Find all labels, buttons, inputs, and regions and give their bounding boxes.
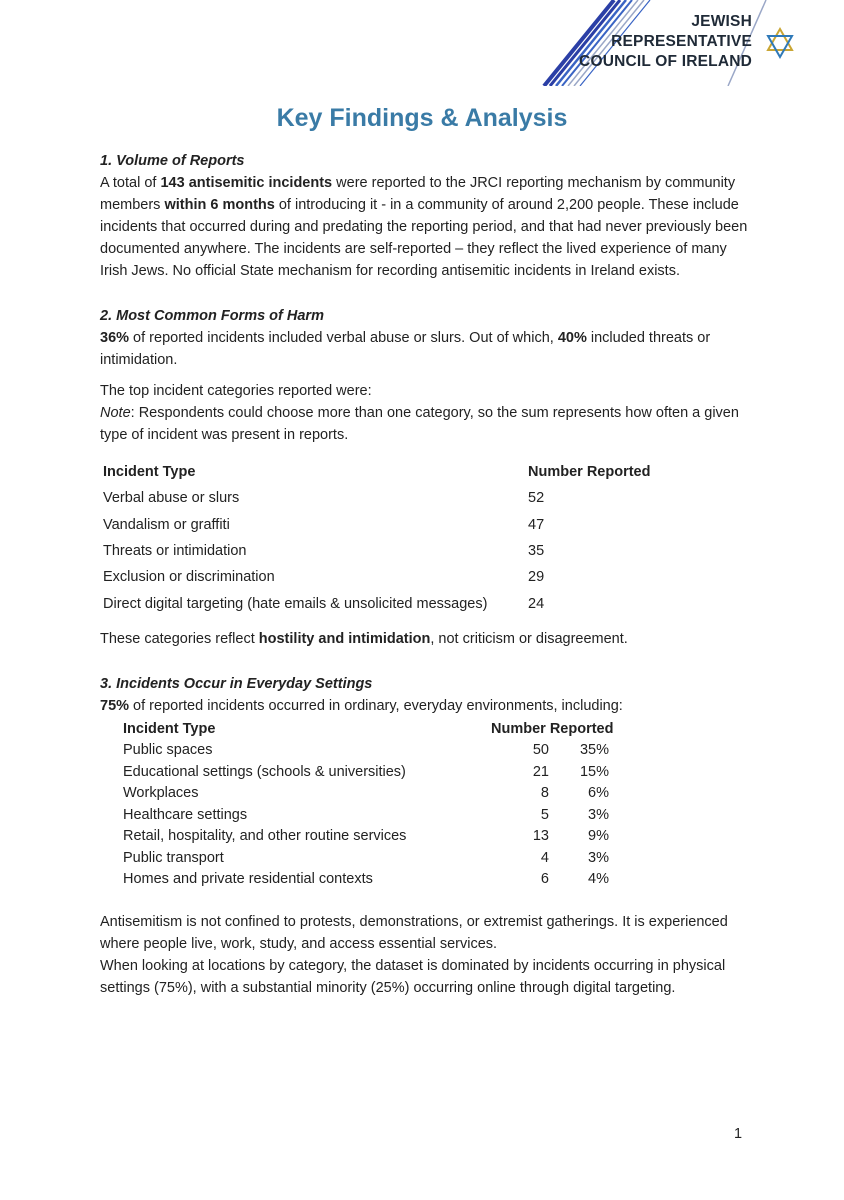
count-cell: 4 <box>540 850 549 866</box>
incident-type-cell: Direct digital targeting (hate emails & unsolicited messages) <box>103 596 488 612</box>
count-cell: 8 <box>540 785 549 801</box>
location-table-header <box>123 719 623 740</box>
number-reported-cell: 24 <box>528 596 545 612</box>
table-row <box>103 591 723 617</box>
column-header-number-reported: Number Reported <box>528 464 651 480</box>
number-reported-cell: 35 <box>528 543 545 559</box>
table-row <box>103 485 723 511</box>
incident-type-cell: Exclusion or discrimination <box>103 569 275 585</box>
incident-type-cell: Homes and private residential contexts <box>123 871 373 887</box>
page-number: 1 <box>734 1126 743 1142</box>
section-2-paragraph-3: These categories reflect hostility and intimidation, not criticism or disagreement. <box>100 631 628 647</box>
incident-type-cell: Vandalism or graffiti <box>103 517 230 533</box>
incident-type-cell: Verbal abuse or slurs <box>103 490 240 506</box>
incident-type-cell: Workplaces <box>123 785 199 801</box>
percent-cell: 6% <box>588 785 609 801</box>
table-row <box>103 564 723 590</box>
percent-cell: 3% <box>588 850 609 866</box>
number-reported-cell: 47 <box>528 517 545 533</box>
count-cell: 5 <box>540 807 549 823</box>
table-row <box>103 538 723 564</box>
incident-type-cell: Threats or intimidation <box>103 543 247 559</box>
logo-text-line-3: COUNCIL OF IRELAND <box>579 53 752 70</box>
table-row <box>123 826 623 847</box>
section-2-heading: 2. Most Common Forms of Harm <box>100 308 324 324</box>
section-2-paragraph-2: The top incident categories reported were: Note: Respondents could choose more than one category, so the sum represents how often a given type of incident was present in reports. <box>100 383 739 443</box>
incident-type-cell: Public spaces <box>123 742 213 758</box>
count-cell: 6 <box>540 871 549 887</box>
section-1-paragraph: A total of 143 antisemitic incidents were reported to the JRCI reporting mechanism by community members within 6 months of introducing it - in a community of around 2,200 people. These include incidents that occurred during and predating the reporting period, and that had never previously been documented anywhere. The incidents are self-reported – they reflect the lived experience of many Irish Jews. No official State mechanism for recording antisemitic incidents in Ireland exists. <box>100 175 748 279</box>
percent-cell: 15% <box>579 764 609 780</box>
table-row <box>103 512 723 538</box>
table-row <box>123 805 623 826</box>
incident-type-cell: Public transport <box>123 850 224 866</box>
column-header-incident-type: Incident Type <box>123 721 216 737</box>
count-cell: 50 <box>532 742 549 758</box>
count-cell: 13 <box>532 828 549 844</box>
table-row <box>123 762 623 783</box>
incident-type-cell: Retail, hospitality, and other routine services <box>123 828 407 844</box>
percent-cell: 35% <box>579 742 609 758</box>
table-row <box>123 783 623 804</box>
percent-cell: 9% <box>588 828 609 844</box>
star-of-david-icon <box>763 26 797 60</box>
section-3-heading: 3. Incidents Occur in Everyday Settings <box>100 676 373 692</box>
table-row <box>123 740 623 761</box>
column-header-incident-type: Incident Type <box>103 464 196 480</box>
table-row <box>123 869 623 890</box>
table-row <box>123 848 623 869</box>
section-3-paragraph-1: 75% of reported incidents occurred in ordinary, everyday environments, including: <box>100 698 623 714</box>
percent-cell: 4% <box>588 871 609 887</box>
logo-text-line-1: JEWISH <box>691 13 752 30</box>
logo-text-line-2: REPRESENTATIVE <box>611 33 752 50</box>
column-header-number-reported: Number Reported <box>491 721 614 737</box>
section-1-heading: 1. Volume of Reports <box>100 153 245 169</box>
section-2-paragraph-1: 36% of reported incidents included verbal abuse or slurs. Out of which, 40% included threats or intimidation. <box>100 330 711 368</box>
incident-type-cell: Healthcare settings <box>123 807 248 823</box>
percent-cell: 3% <box>588 807 609 823</box>
number-reported-cell: 29 <box>528 569 545 585</box>
count-cell: 21 <box>532 764 549 780</box>
page-title: Key Findings & Analysis <box>276 104 568 132</box>
incident-type-cell: Educational settings (schools & universities) <box>123 764 406 780</box>
section-3-paragraph-2: Antisemitism is not confined to protests, demonstrations, or extremist gatherings. It is experienced where people live, work, study, and access essential services. When looking at locations by category, the dataset is dominated by incidents occurring in physical settings (75%), with a substantial minority (25%) occurring online through digital targeting. <box>100 914 728 996</box>
number-reported-cell: 52 <box>528 490 545 506</box>
incident-table-header <box>103 459 723 485</box>
